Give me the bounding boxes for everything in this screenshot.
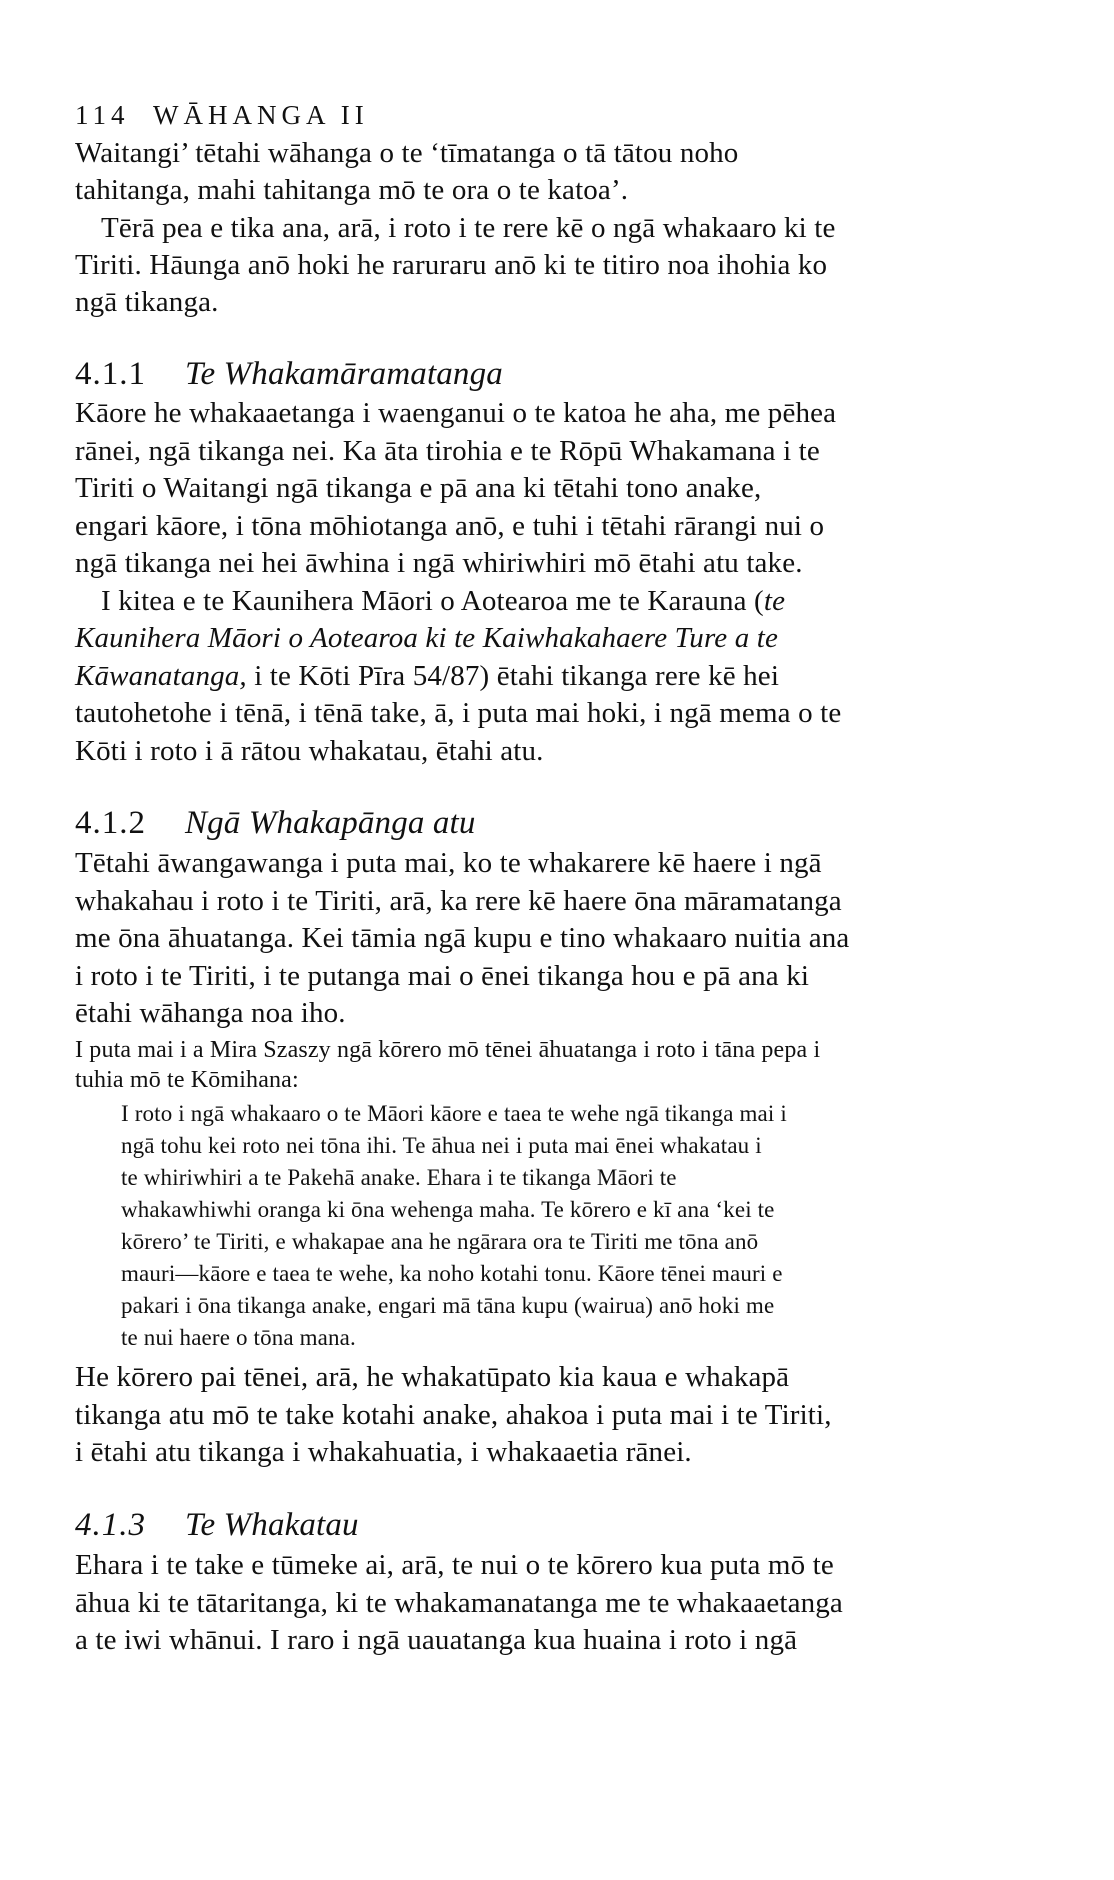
section-heading: [75, 1503, 359, 1547]
body-line: rānei, ngā tikanga nei. Ka āta tirohia e te Rōpū Whakamana i te: [75, 435, 820, 467]
body-line: i roto i te Tiriti, i te putanga mai o ēnei tikanga hou e pā ana ki: [75, 960, 810, 992]
case-name: Kāwanatanga,: [75, 660, 247, 692]
section-title: Te Whakatau: [185, 1507, 359, 1543]
body-line: Ehara i te take e tūmeke ai, arā, te nui o te kōrero kua puta mō te: [75, 1549, 834, 1581]
body-line: Kōti i roto i ā rātou whakatau, ētahi atu.: [75, 735, 544, 767]
small-text-line: tuhia mō te Kōmihana:: [75, 1067, 299, 1093]
body-line: Tētahi āwangawanga i puta mai, ko te whakarere kē haere i ngā: [75, 847, 822, 879]
chapter-label: WĀHANGA II: [153, 100, 369, 130]
body-line: i ētahi atu tikanga i whakahuatia, i whakaaetia rānei.: [75, 1436, 692, 1468]
block-quote-line: I roto i ngā whakaaro o te Māori kāore e taea te wehe ngā tikanga mai i: [121, 1101, 787, 1126]
body-line: whakahau i roto i te Tiriti, arā, ka rere kē haere ōna māramatanga: [75, 885, 842, 917]
block-quote-line: whakawhiwhi oranga ki ōna wehenga maha. Te kōrero e kī ana ‘kei te: [121, 1197, 775, 1222]
body-line: āhua ki te tātaritanga, ki te whakamanatanga me te whakaaetanga: [75, 1587, 843, 1619]
case-name: te: [763, 585, 786, 617]
section-heading: [75, 801, 476, 845]
body-line: Tērā pea e tika ana, arā, i roto i te rere kē o ngā whakaaro ki te: [101, 212, 836, 244]
block-quote-line: kōrero’ te Tiriti, e whakapae ana he ngārara ora te Tiriti me tōna anō: [121, 1229, 759, 1254]
section-title: Ngā Whakapānga atu: [185, 805, 476, 841]
body-line: a te iwi whānui. I raro i ngā uauatanga kua huaina i roto i ngā: [75, 1624, 798, 1656]
body-line: Tiriti o Waitangi ngā tikanga e pā ana ki tētahi tono anake,: [75, 472, 762, 504]
block-quote-line: pakari i ōna tikanga anake, engari mā tāna kupu (wairua) anō hoki me: [121, 1293, 775, 1318]
section-number: 4.1.3: [75, 1507, 146, 1543]
block-quote-line: mauri—kāore e taea te wehe, ka noho kotahi tonu. Kāore tēnei mauri e: [121, 1261, 783, 1286]
body-line: ngā tikanga.: [75, 286, 219, 318]
body-line: [101, 581, 785, 621]
body-line: He kōrero pai tēnei, arā, he whakatūpato kia kaua e whakapā: [75, 1361, 790, 1393]
body-text: I kitea e te Kaunihera Māori o Aotearoa me te Karauna (: [101, 585, 764, 617]
page-number: 114: [75, 100, 130, 130]
body-line: [75, 656, 779, 696]
section-number: 4.1.1: [75, 356, 146, 392]
body-text: i te Kōti Pīra 54/87) ētahi tikanga rere kē hei: [246, 660, 780, 692]
small-text-line: I puta mai i a Mira Szaszy ngā kōrero mō tēnei āhuatanga i roto i tāna pepa i: [75, 1037, 821, 1063]
section-number: 4.1.2: [75, 805, 146, 841]
body-line: tahitanga, mahi tahitanga mō te ora o te katoa’.: [75, 174, 629, 206]
body-line: Waitangi’ tētahi wāhanga o te ‘tīmatanga o tā tātou noho: [75, 137, 739, 169]
body-line: Kāore he whakaaetanga i waenganui o te katoa he aha, me pēhea: [75, 397, 837, 429]
block-quote-line: ngā tohu kei roto nei tōna ihi. Te āhua nei i puta mai ēnei whakatau i: [121, 1133, 762, 1158]
case-name: Kaunihera Māori o Aotearoa ki te Kaiwhakahaere Ture a te: [75, 622, 778, 654]
body-line: [75, 618, 778, 658]
body-line: me ōna āhuatanga. Kei tāmia ngā kupu e tino whakaaro nuitia ana: [75, 922, 850, 954]
body-line: ngā tikanga nei hei āwhina i ngā whiriwhiri mō ētahi atu take.: [75, 547, 803, 579]
body-line: tikanga atu mō te take kotahi anake, ahakoa i puta mai i te Tiriti,: [75, 1399, 832, 1431]
section-heading: [75, 352, 503, 396]
section-title: Te Whakamāramatanga: [185, 356, 503, 392]
running-head: [75, 95, 369, 135]
body-line: ētahi wāhanga noa iho.: [75, 997, 346, 1029]
body-line: tautohetohe i tēnā, i tēnā take, ā, i puta mai hoki, i ngā mema o te: [75, 697, 842, 729]
block-quote-line: te nui haere o tōna mana.: [121, 1325, 356, 1350]
block-quote-line: te whiriwhiri a te Pakehā anake. Ehara i te tikanga Māori te: [121, 1165, 677, 1190]
body-line: Tiriti. Hāunga anō hoki he raruraru anō ki te titiro noa ihohia ko: [75, 249, 828, 281]
body-line: engari kāore, i tōna mōhiotanga anō, e tuhi i tētahi rārangi nui o: [75, 510, 825, 542]
